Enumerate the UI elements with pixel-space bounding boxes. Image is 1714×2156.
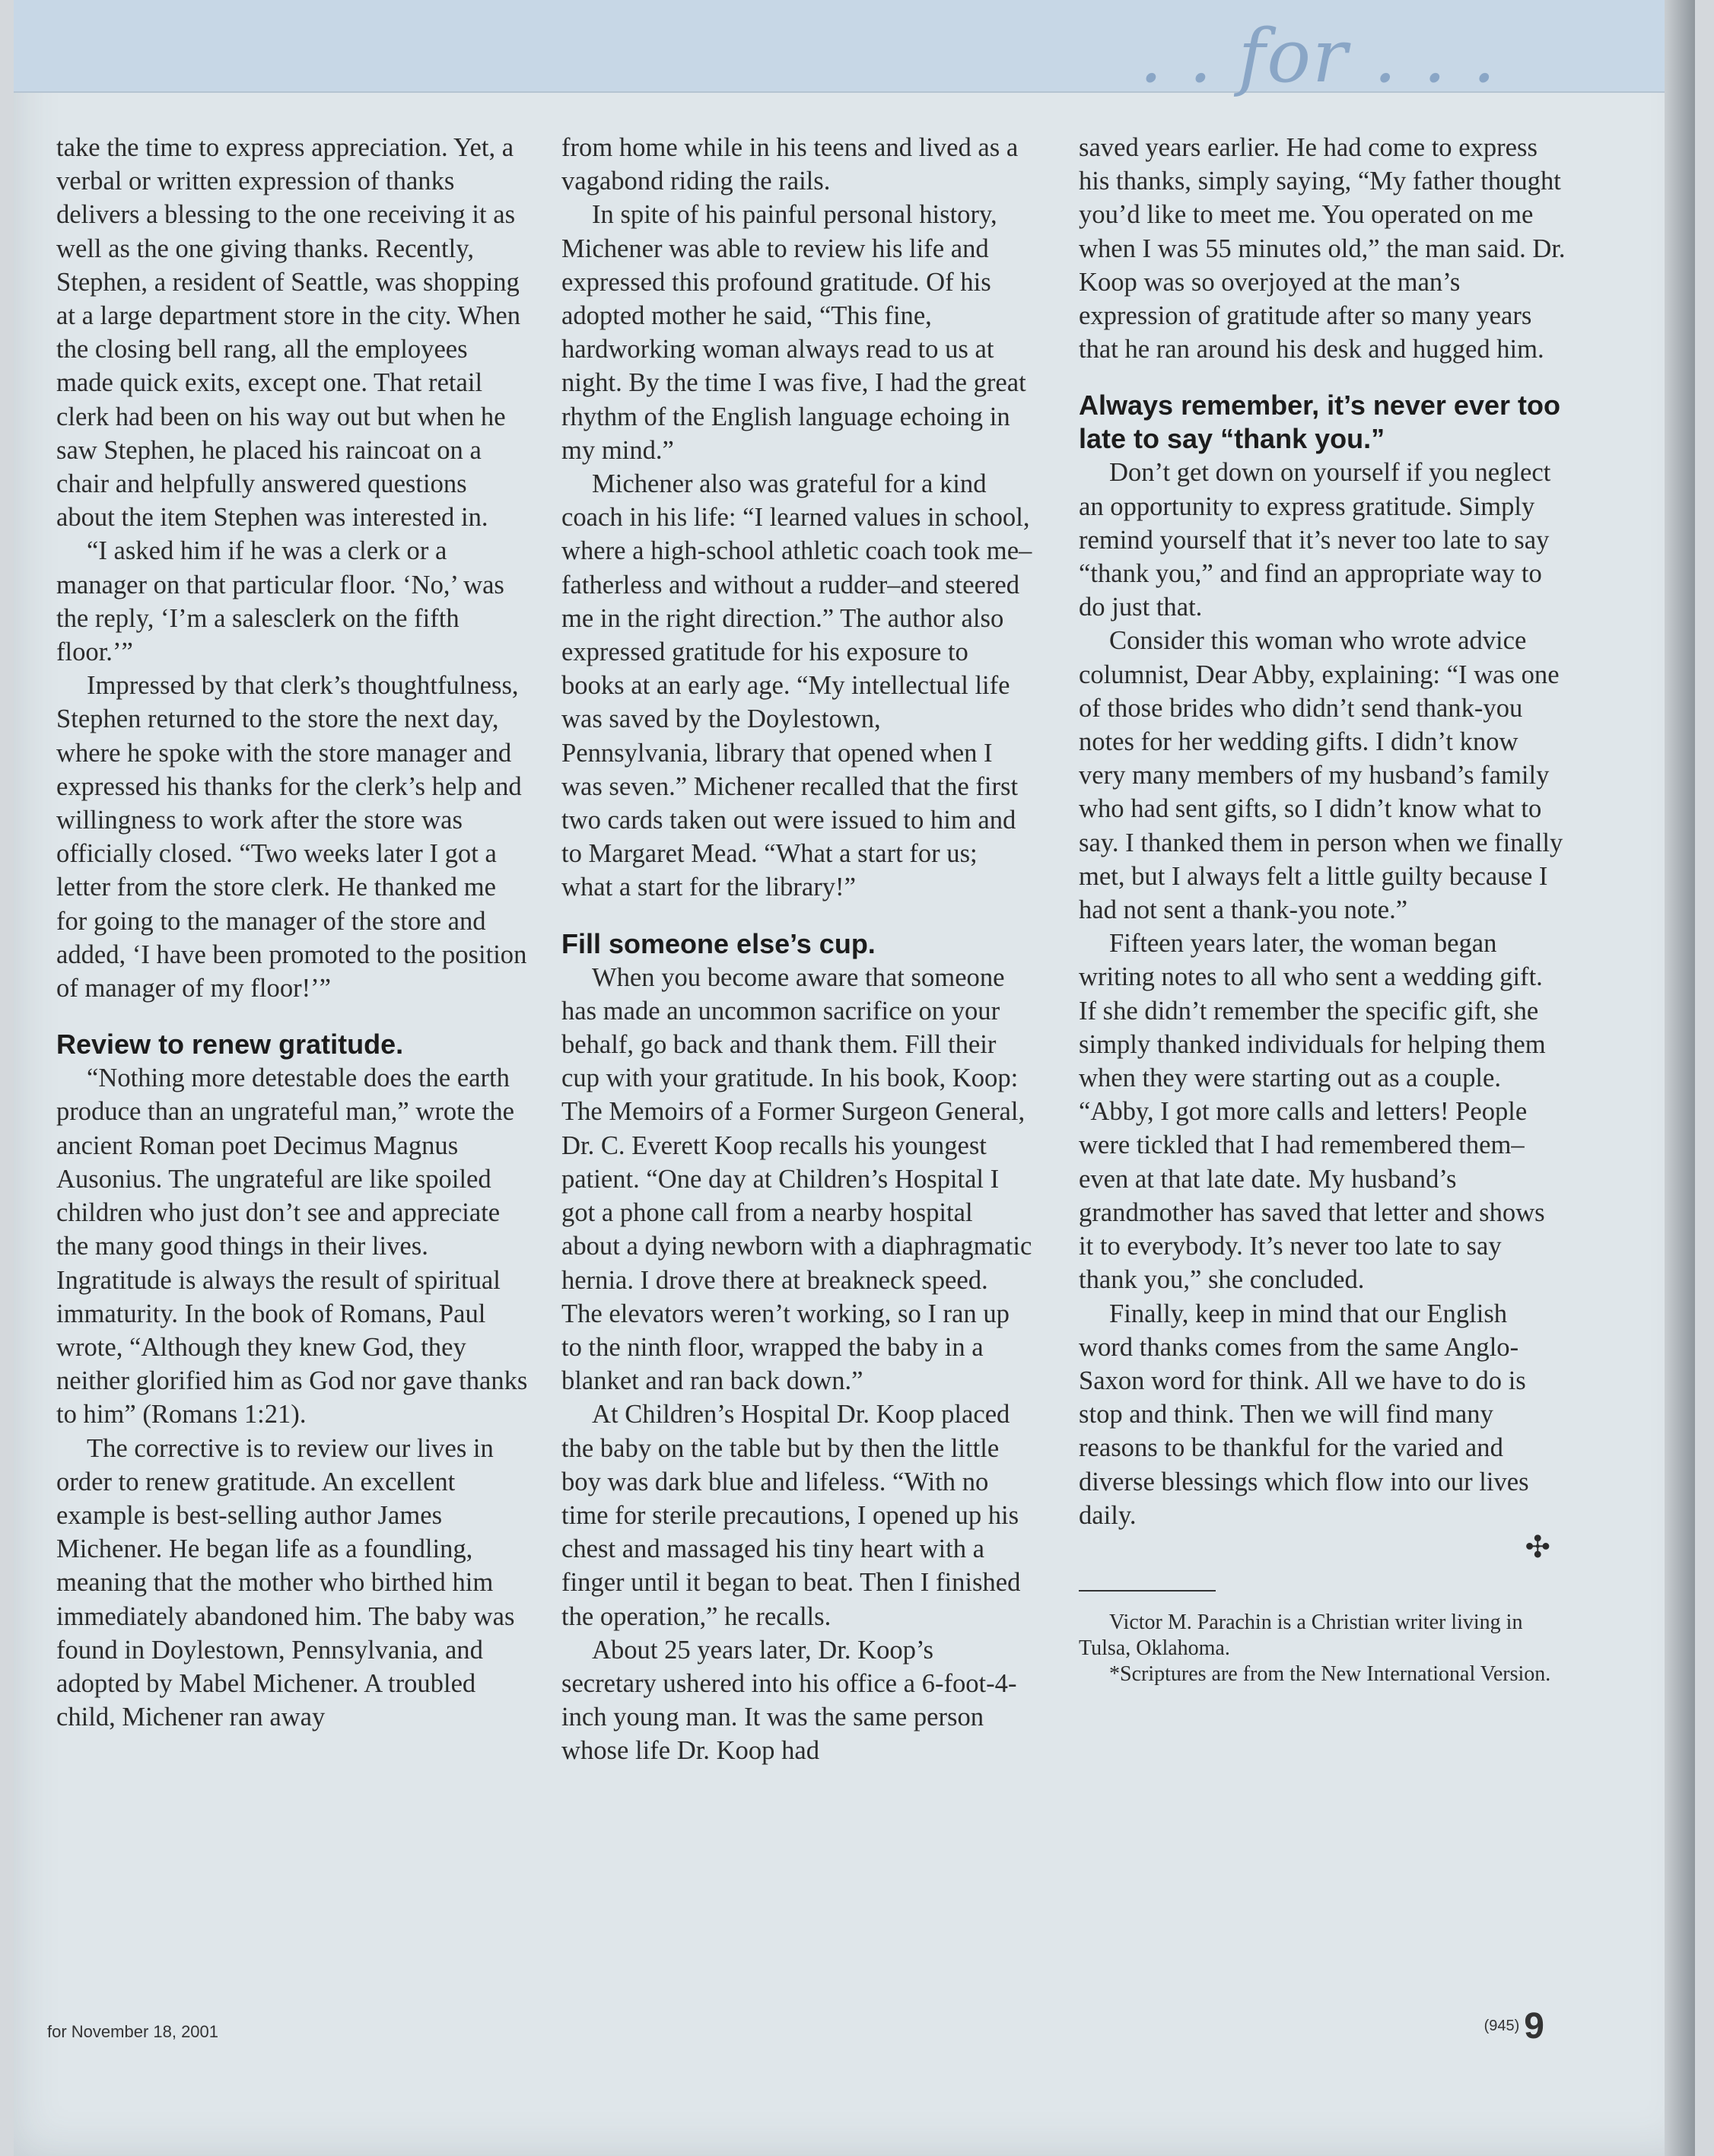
- paragraph: Impressed by that clerk’s thoughtfulness, Stephen returned to the store the next day, where he spoke with the store manager and expressed his thanks for the clerk’s help and willingness to work after the store was officially closed. “Two weeks later I got a letter from the store clerk. He thanked me for going to the manager of the store and added, ‘I have been promoted to the position of manager of my floor!’”: [56, 671, 527, 1003]
- section-heading: Fill someone else’s cup.: [561, 927, 876, 959]
- scripture-note: *Scriptures are from the New International Version.: [1109, 1662, 1551, 1686]
- paragraph: Finally, keep in mind that our English word thanks comes from the same Anglo-Saxon word for think. All we have to do is stop and think. Then we will find many reasons to be thankful for the varied and diverse blessings which flow into our lives daily.: [1079, 1299, 1529, 1530]
- header-band: [14, 0, 1695, 99]
- paragraph: The corrective is to review our lives in order to renew gratitude. An excellent example is best-selling author James Michener. He began life as a foundling, meaning that the mother who birthed him immediately abandoned him. The baby was found in Doylestown, Pennsylvania, and adopted by Mabel Michener. A troubled child, Michener ran away: [56, 1433, 515, 1732]
- paragraph: take the time to express appreciation. Yet, a verbal or written expression of thanks delivers a blessing to the one receiving it as well as the one giving thanks. Recently, Stephen, a resident of Seattle, was shopping at a large department store in the city. When the closing bell rang, all the employees made quick exits, except one. That retail clerk had been on his way out but when he saw Stephen, he placed his raincoat on a chair and helpfully answered questions about the item Stephen was interested in.: [56, 133, 521, 533]
- end-of-article-icon: ✣: [1525, 1529, 1550, 1564]
- article-column-3: [1079, 131, 1566, 1687]
- article-column-2: [561, 131, 1033, 1768]
- page-footer: [1484, 2005, 1544, 2047]
- page-number: 9: [1524, 2006, 1544, 2046]
- author-bio: Victor M. Parachin is a Christian writer living in Tulsa, Oklahoma.: [1079, 1610, 1523, 1660]
- column-3-body: [1079, 131, 1566, 1532]
- binding-spine: [1665, 0, 1695, 2156]
- article-column-1: [56, 131, 528, 1734]
- paragraph: Consider this woman who wrote advice columnist, Dear Abby, explaining: “I was one of those brides who didn’t send thank-you notes for her wedding gifts. I didn’t know very many members of my husband’s family who had sent gifts, so I didn’t know what to say. I thanked them in person when we finally met, but I always felt a little guilty because I had not sent a thank-you note.”: [1079, 626, 1563, 925]
- paragraph: In spite of his painful personal history, Michener was able to review his life and expressed this profound gratitude. Of his adopted mother he said, “This fine, hardworking woman always read to us at night. By the time I was five, I had the great rhythm of the English language echoing in my mind.”: [561, 200, 1026, 465]
- paragraph: “I asked him if he was a clerk or a manager on that particular floor. ‘No,’ was the reply, ‘I’m a salesclerk on the fifth floor.’”: [56, 536, 504, 667]
- paragraph: from home while in his teens and lived as a vagabond riding the rails.: [561, 133, 1019, 196]
- paragraph: At Children’s Hospital Dr. Koop placed the baby on the table but by then the little boy was dark blue and lifeless. “With no time for sterile precautions, I opened up his chest and massaged his tiny heart with a finger until it began to beat. Then I finished the operation,” he recalls.: [561, 1400, 1021, 1631]
- paragraph: Don’t get down on yourself if you neglect an opportunity to express gratitude. Simply remind yourself that it’s never too late to say “thank you,” and find an appropriate way to do just that.: [1079, 458, 1551, 622]
- paragraph: Michener also was grateful for a kind coach in his life: “I learned values in school, where a high-school athletic coach took me–fatherless and without a rudder–and steered me in the right direction.” The author also expressed gratitude for his exposure to books at an early age. “My intellectual life was saved by the Doylestown, Pennsylvania, library that opened when I was seven.” Michener recalled that the first two cards taken out were issued to him and to Margaret Mead. “What a start for us; what a start for the library!”: [561, 469, 1032, 902]
- header-script-title: . . for . . .: [1139, 14, 1497, 99]
- paragraph: “Nothing more detestable does the earth produce than an ungrateful man,” wrote the ancient Roman poet Decimus Magnus Ausonius. The ungrateful are like spoiled children who just don’t see and appreciate the many good things in their lives. Ingratitude is always the result of spiritual immaturity. In the book of Romans, Paul wrote, “Although they knew God, they neither glorified him as God nor gave thanks to him” (Romans 1:21).: [56, 1064, 528, 1429]
- paragraph: saved years earlier. He had come to express his thanks, simply saying, “My father thought you’d like to meet me. You operated on me when I was 55 minutes old,” the man said. Dr. Koop was so overjoyed at the man’s expression of gratitude after so many years that he ran around his desk and hugged him.: [1079, 133, 1566, 364]
- paragraph: About 25 years later, Dr. Koop’s secretary ushered into his office a 6-foot-4-inch young man. It was the same person whose life Dr. Koop had: [561, 1635, 1017, 1766]
- magazine-page: [14, 0, 1695, 2156]
- notes-divider: [1079, 1590, 1216, 1592]
- issue-date: for November 18, 2001: [47, 2022, 219, 2041]
- section-heading: Always remember, it’s never ever too late to say “thank you.”: [1079, 390, 1560, 455]
- paragraph: When you become aware that someone has made an uncommon sacrifice on your behalf, go back and thank them. Fill their cup with your gratitude. In his book, Koop: The Memoirs of a Former Surgeon General, Dr. C. Everett Koop recalls his youngest patient. “One day at Children’s Hospital I got a phone call from a nearby hospital about a dying newborn with a diaphragmatic hernia. I drove there at breakneck speed. The elevators weren’t working, so I ran up to the ninth floor, wrapped the baby in a blanket and ran back down.”: [561, 962, 1032, 1396]
- section-heading: Review to renew gratitude.: [56, 1029, 404, 1061]
- paragraph: Fifteen years later, the woman began writing notes to all who sent a wedding gift. If she didn’t remember the specific gift, she simply thanked individuals for helping them when they were starting out as a couple. “Abby, I got more calls and letters! People were tickled that I had remembered them–even at that late date. My husband’s grandmother has saved that letter and shows it to everybody. It’s never too late to say thank you,” she concluded.: [1079, 929, 1546, 1295]
- page-code: (945): [1483, 2018, 1520, 2034]
